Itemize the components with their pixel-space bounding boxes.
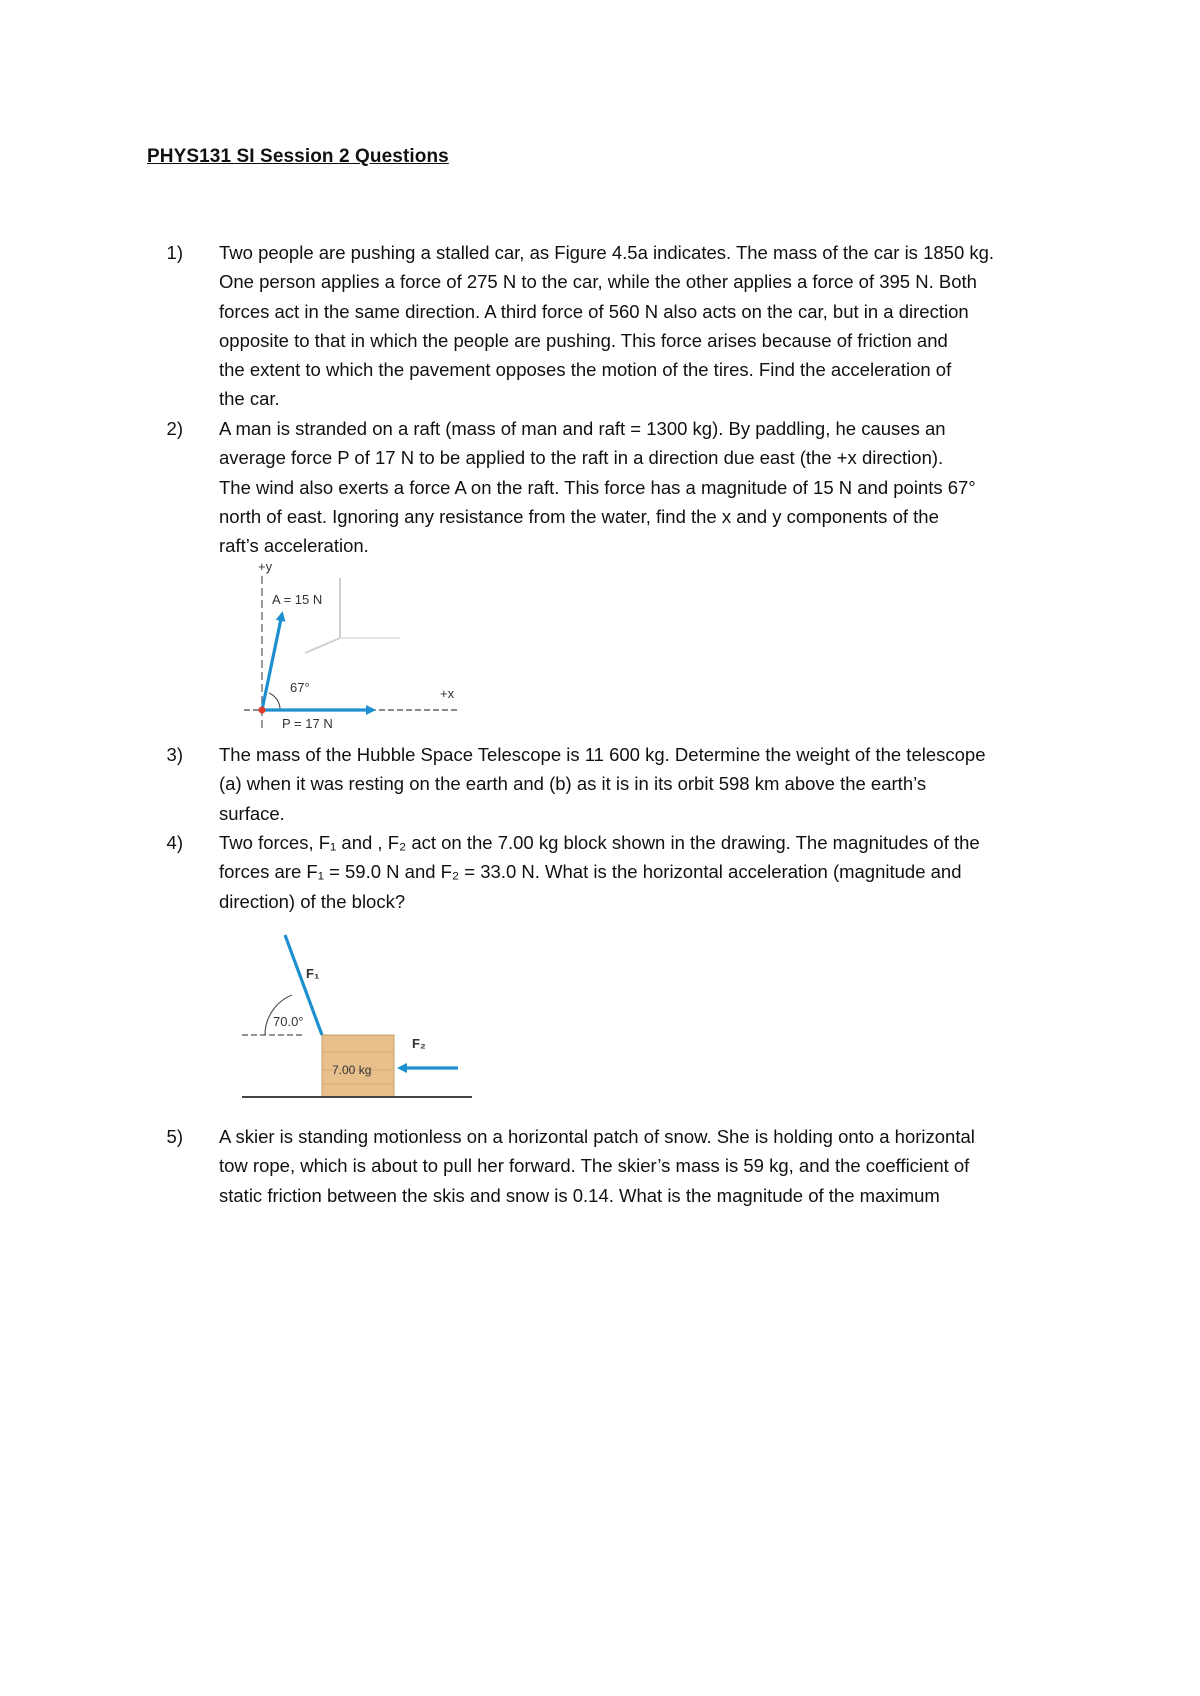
question-line: A skier is standing motionless on a horizontal patch of snow. She is holding onto a horizontal [219, 1126, 975, 1147]
question-line: forces are F₁ = 59.0 N and F₂ = 33.0 N. What is the horizontal acceleration (magnitude and [219, 861, 962, 883]
question-line: average force P of 17 N to be applied to the raft in a direction due east (the +x direction). [219, 447, 944, 469]
angle-label: 70.0° [273, 1014, 304, 1029]
y-axis-label: +y [258, 559, 273, 574]
raft-force-diagram [240, 558, 500, 740]
question-line: opposite to that in which the people are pushing. This force arises because of friction and [219, 329, 948, 351]
question-line: tow rope, which is about to pull her forward. The skier’s mass is 59 kg, and the coefficient of [219, 1155, 970, 1177]
question-line: static friction between the skis and snow is 0.14. What is the magnitude of the maximum [219, 1184, 940, 1206]
question-line: A man is stranded on a raft (mass of man and raft = 1300 kg). By paddling, he causes an [219, 418, 946, 439]
question-number: 1) [166, 242, 183, 263]
question-line: Two forces, F₁ and , F₂ act on the 7.00 kg block shown in the drawing. The magnitudes of the [219, 832, 980, 853]
question-line: Two people are pushing a stalled car, as Figure 4.5a indicates. The mass of the car is 1850 kg. [219, 242, 995, 263]
force-f1-label: F₁ [306, 966, 320, 981]
force-a-label: A = 15 N [272, 592, 323, 607]
question-line: the extent to which the pavement opposes the motion of the tires. Find the acceleration of [219, 359, 952, 381]
force-a-arrow [262, 614, 282, 710]
question-line: One person applies a force of 275 N to the car, while the other applies a force of 395 N. Both [219, 271, 977, 293]
question-number: 5) [166, 1126, 183, 1147]
block-force-diagram [240, 918, 480, 1103]
question-4 [147, 828, 1077, 916]
question-line: the car. [219, 388, 280, 410]
block-mass-label: 7.00 kg [332, 1063, 372, 1077]
question-1 [147, 238, 1077, 414]
question-3 [147, 740, 1077, 828]
question-line: The mass of the Hubble Space Telescope is 11 600 kg. Determine the weight of the telescope [219, 744, 986, 765]
question-line: raft’s acceleration. [219, 535, 369, 557]
question-number: 4) [166, 832, 183, 853]
question-line: forces act in the same direction. A third force of 560 N also acts on the car, but in a direction [219, 300, 969, 322]
question-line: surface. [219, 802, 285, 824]
question-line: (a) when it was resting on the earth and (b) as it is in its orbit 598 km above the earth’s [219, 773, 927, 795]
origin-dot [259, 707, 266, 714]
faded-background-lines [305, 578, 340, 653]
question-2 [147, 414, 1077, 560]
question-number: 3) [166, 744, 183, 765]
angle-arc [269, 693, 280, 710]
question-line: north of east. Ignoring any resistance from the water, find the x and y components of the [219, 505, 939, 527]
angle-label: 67° [290, 680, 310, 695]
question-line: The wind also exerts a force A on the raft. This force has a magnitude of 15 N and points 67° [219, 476, 976, 498]
question-5 [147, 1122, 1077, 1210]
page-title: PHYS131 SI Session 2 Questions [147, 146, 449, 167]
x-axis-label: +x [440, 686, 455, 701]
force-f2-label: F₂ [412, 1036, 426, 1051]
question-line: direction) of the block? [219, 890, 406, 912]
force-p-label: P = 17 N [282, 716, 333, 731]
question-number: 2) [166, 418, 183, 439]
